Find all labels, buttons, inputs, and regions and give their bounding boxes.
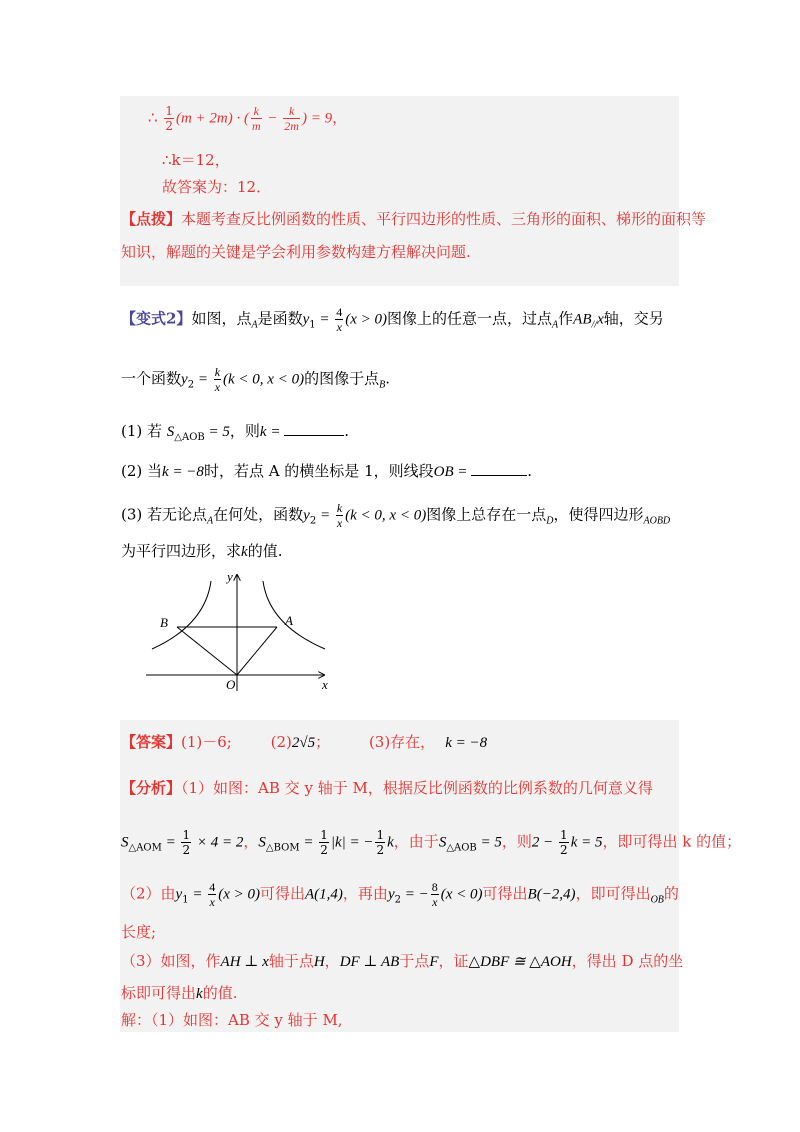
segment-OB: [177, 627, 237, 675]
label-x: x: [322, 677, 328, 692]
question-3: (3) 若无论点$_A$在何处，函数$y_2$ = $\frac{k}{x}$ (k < 0, x < 0)图像上总存在一点$_D$，使得四边形$_{AOBD}$: [121, 501, 671, 530]
question-2: (2) 当k = −8时，若点 A 的横坐标是 1，则线段OB = .: [121, 462, 533, 480]
question-3-cont: 为平行四边形，求k的值.: [121, 542, 283, 560]
analysis-line1: 【分析】（1）如图：AB 交 y 轴于 M，根据反比例函数的比例系数的几何意义得: [121, 779, 653, 797]
answer-tag: 【答案】: [121, 733, 182, 751]
solution-comment-line1: 【点拨】本题考查反比例函数的性质、平行四边形的性质、三角形的面积、梯形的面积等: [121, 210, 707, 228]
label-A: A: [285, 613, 293, 628]
solution-equation: ∴ $\frac{1}{2}$ (m + 2m) · ( $\frac{k}{m}$ − $\frac{k}{2m}$ ) = 9，: [148, 104, 348, 133]
segment-OA: [237, 627, 277, 675]
analysis-tag: 【分析】: [121, 779, 182, 797]
problem-line1: 【变式2】如图，点$_A$是函数$y_1$ = $\frac{4}{x}$ (x > 0)图像上的任意一点，过点$_A$作$AB_{//}x$轴，交另: [121, 305, 664, 334]
label-B: B: [160, 615, 168, 630]
analysis-line4: 长度;: [121, 923, 157, 941]
answer-blank-2[interactable]: [471, 475, 527, 476]
solution-comment-line2: 知识，解题的关键是学会利用参数构建方程解决问题.: [121, 243, 471, 261]
problem-line2: 一个函数$y_2$ = $\frac{k}{x}$ (k < 0, x < 0)的图像于点$_B$.: [121, 365, 390, 394]
label-y: y: [227, 569, 233, 584]
comment-tag: 【点拨】: [121, 210, 182, 228]
hyperbola-right-branch: [263, 581, 325, 649]
analysis-line7: 解：（1）如图：AB 交 y 轴于 M,: [121, 1011, 343, 1029]
label-O: O: [226, 677, 236, 692]
analysis-line2: $S_{\triangle AOM}$ = $\frac{1}{2}$ × 4 = 2，$S_{\triangle BOM}$ = $\frac{1}{2}$ |k| = − $\frac{1}{2}$ k，由于$S_{\triangle AOB} = 5$，则2 − $\frac{1}{2}$ k = 5，即可得出 k 的值；: [121, 828, 742, 857]
problem-tag: 【变式2】: [121, 309, 192, 328]
solution-k-value: ∴k＝12，: [162, 151, 230, 169]
question-1: (1) 若 $S_{\triangle AOB} = 5$，则k = .: [121, 422, 349, 443]
answer-blank-1[interactable]: [284, 435, 344, 436]
analysis-line3: （2）由$y_1$ = $\frac{4}{x}$ (x > 0)可得出A(1,4)，再由$y_2$ = − $\frac{8}{x}$ (x < 0)可得出B(−2,4)，即可得出$_{OB}$的: [121, 880, 679, 909]
solution-final-answer: 故答案为：12．: [162, 178, 272, 196]
hyperbola-figure: [140, 565, 360, 695]
answer-line: 【答案】(1)－6; (2)2√5； (3)存在， k = −8: [121, 733, 488, 751]
analysis-line6: 标即可得出k的值.: [121, 984, 238, 1002]
analysis-line5: （3）如图，作AH ⊥ x轴于点H，DF ⊥ AB于点F，证△DBF ≅ △AOH，得出 D 点的坐: [121, 952, 684, 970]
